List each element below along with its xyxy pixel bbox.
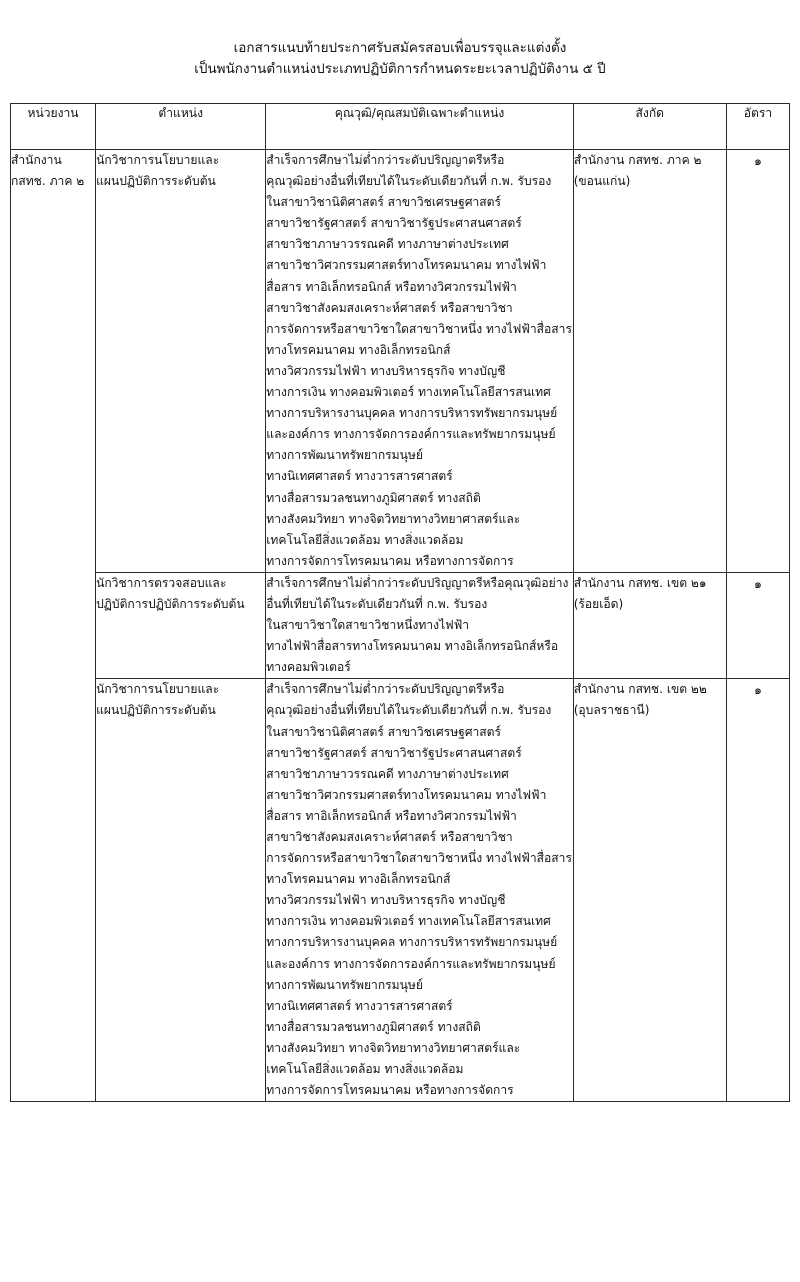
affiliation-cell	[573, 679, 726, 1102]
qualification-line: เทคโนโลยีสิ่งแวดล้อม ทางสิ่งแวดล้อม	[266, 532, 464, 547]
rate-value: ๑	[753, 153, 762, 168]
qualification-line: ทางโทรคมนาคม ทางอิเล็กทรอนิกส์	[266, 872, 451, 887]
qualification-line: สำเร็จการศึกษาไม่ต่ำกว่าระดับปริญญาตรีหรือ	[266, 153, 505, 167]
qualification-line: ทางการจัดการโทรคมนาคม หรือทางการจัดการ	[266, 553, 514, 568]
position-line: ปฏิบัติการปฏิบัติการระดับต้น	[96, 596, 245, 611]
qualification-line: ทางการพัฒนาทรัพยากรมนุษย์	[266, 977, 423, 992]
affiliation-line: สำนักงาน กสทช. ภาค ๒	[573, 153, 702, 167]
qualification-line: ทางการพัฒนาทรัพยากรมนุษย์	[266, 448, 423, 463]
affiliation-cell	[573, 150, 726, 573]
qualification-line: ในสาขาวิชานิติศาสตร์ สาขาวิชเศรษฐศาสตร์	[266, 724, 502, 739]
position-cell	[96, 679, 266, 1102]
qualifications-table	[10, 103, 790, 1102]
qualification-line: คุณวุฒิอย่างอื่นที่เทียบได้ในระดับเดียวกันที่ ก.พ. รับรอง	[266, 174, 552, 189]
table-body	[11, 150, 790, 1102]
qualification-line: สาขาวิชาวิศวกรรมศาสตร์ทางโทรคมนาคม ทางไฟฟ้า	[266, 787, 547, 802]
rate-cell	[726, 679, 789, 1102]
column-header-unit: หน่วยงาน	[11, 104, 96, 150]
table-row	[11, 679, 790, 1102]
column-header-qualification: คุณวุฒิ/คุณสมบัติเฉพาะตำแหน่ง	[266, 104, 573, 150]
rate-cell	[726, 150, 789, 573]
qualification-cell	[266, 679, 573, 1102]
affiliation-line: สำนักงาน กสทช. เขต ๒๒	[573, 682, 707, 697]
qualification-cell	[266, 150, 573, 573]
qualification-line: ทางสังคมวิทยา ทางจิตวิทยาทางวิทยาศาสตร์และ	[266, 511, 521, 526]
qualification-line: ทางสื่อสารมวลชนทางภูมิศาสตร์ ทางสถิติ	[266, 1019, 481, 1034]
affiliation-line: (ร้อยเอ็ด)	[573, 596, 624, 611]
affiliation-line: (ขอนแก่น)	[573, 174, 631, 189]
qualification-line: ทางวิศวกรรมไฟฟ้า ทางบริหารธุรกิจ ทางบัญชี	[266, 893, 506, 908]
qualification-line: สาขาวิชาวิศวกรรมศาสตร์ทางโทรคมนาคม ทางไฟฟ้า	[266, 258, 547, 273]
affiliation-cell	[573, 572, 726, 678]
column-header-rate: อัตรา	[726, 104, 789, 150]
qualification-line: และองค์การ ทางการจัดการองค์การและทรัพยากรมนุษย์	[266, 427, 556, 442]
qualification-line: ทางสื่อสารมวลชนทางภูมิศาสตร์ ทางสถิติ	[266, 490, 481, 505]
qualification-line: ทางโทรคมนาคม ทางอิเล็กทรอนิกส์	[266, 342, 451, 357]
document-title-line-1: เอกสารแนบท้ายประกาศรับสมัครสอบเพื่อบรรจุและแต่งตั้ง	[233, 40, 567, 56]
qualification-line: สำเร็จการศึกษาไม่ต่ำกว่าระดับปริญญาตรีหรือคุณวุฒิอย่าง	[266, 575, 569, 590]
table-row	[11, 150, 790, 573]
qualification-line: และองค์การ ทางการจัดการองค์การและทรัพยากรมนุษย์	[266, 956, 556, 971]
qualification-line: ในสาขาวิชาใดสาขาวิชาหนึ่งทางไฟฟ้า	[266, 618, 470, 633]
qualification-line: ทางนิเทศศาสตร์ ทางวารสารศาสตร์	[266, 998, 453, 1013]
qualification-line: ทางการเงิน ทางคอมพิวเตอร์ ทางเทคโนโลยีสารสนเทศ	[266, 385, 551, 400]
qualification-line: สาขาวิชารัฐศาสตร์ สาขาวิชารัฐประศาสนศาสตร์	[266, 216, 522, 231]
qualification-line: คุณวุฒิอย่างอื่นที่เทียบได้ในระดับเดียวกันที่ ก.พ. รับรอง	[266, 703, 552, 718]
qualification-cell	[266, 572, 573, 678]
table-row	[11, 572, 790, 678]
rate-value: ๑	[753, 575, 762, 591]
qualification-line: ทางนิเทศศาสตร์ ทางวารสารศาสตร์	[266, 469, 453, 484]
qualification-line: สำเร็จการศึกษาไม่ต่ำกว่าระดับปริญญาตรีหรือ	[266, 682, 505, 697]
qualification-line: สื่อสาร ทาอิเล็กทรอนิกส์ หรือทางวิศวกรรมไฟฟ้า	[266, 279, 517, 294]
rate-value: ๑	[753, 682, 762, 698]
qualification-line: สื่อสาร ทาอิเล็กทรอนิกส์ หรือทางวิศวกรรมไฟฟ้า	[266, 808, 517, 823]
position-line: แผนปฏิบัติการระดับต้น	[96, 703, 216, 718]
qualification-line: ทางการจัดการโทรคมนาคม หรือทางการจัดการ	[266, 1083, 514, 1098]
column-header-affiliation: สังกัด	[573, 104, 726, 150]
qualification-line: การจัดการหรือสาขาวิชาใดสาขาวิชาหนึ่ง ทางไฟฟ้าสื่อสาร	[266, 851, 572, 866]
qualification-line: ทางไฟฟ้าสื่อสารทางโทรคมนาคม ทางอิเล็กทรอนิกส์หรือ	[266, 639, 559, 654]
qualification-line: ในสาขาวิชานิติศาสตร์ สาขาวิชเศรษฐศาสตร์	[266, 195, 502, 210]
position-line: แผนปฏิบัติการระดับต้น	[96, 174, 216, 189]
position-line: นักวิชาการนโยบายและ	[96, 682, 220, 697]
position-line: นักวิชาการตรวจสอบและ	[96, 575, 227, 590]
qualification-line: สาขาวิชาภาษาวรรณคดี ทางภาษาต่างประเทศ	[266, 766, 509, 781]
document-title	[0, 38, 800, 80]
unit-line: สำนักงาน	[11, 153, 62, 167]
qualification-line: ทางการบริหารงานบุคคล ทางการบริหารทรัพยากรมนุษย์	[266, 935, 558, 950]
affiliation-line: สำนักงาน กสทช. เขต ๒๑	[573, 575, 707, 590]
qualification-line: ทางสังคมวิทยา ทางจิตวิทยาทางวิทยาศาสตร์และ	[266, 1040, 521, 1055]
column-header-position: ตำแหน่ง	[96, 104, 266, 150]
qualification-line: ทางวิศวกรรมไฟฟ้า ทางบริหารธุรกิจ ทางบัญชี	[266, 363, 506, 378]
unit-cell	[11, 150, 96, 1102]
qualification-line: สาขาวิชาสังคมสงเคราะห์ศาสตร์ หรือสาขาวิชา	[266, 300, 513, 315]
document-title-line-2: เป็นพนักงานตำแหน่งประเภทปฏิบัติการกำหนดระยะเวลาปฏิบัติงาน ๕ ปี	[194, 60, 606, 77]
qualification-line: การจัดการหรือสาขาวิชาใดสาขาวิชาหนึ่ง ทางไฟฟ้าสื่อสาร	[266, 321, 572, 336]
affiliation-line: (อุบลราชธานี)	[573, 703, 650, 718]
qualification-line: ทางการเงิน ทางคอมพิวเตอร์ ทางเทคโนโลยีสารสนเทศ	[266, 914, 551, 929]
position-cell	[96, 150, 266, 573]
qualification-line: สาขาวิชาภาษาวรรณคดี ทางภาษาต่างประเทศ	[266, 237, 509, 252]
unit-line: กสทช. ภาค ๒	[11, 174, 85, 189]
qualification-line: ทางคอมพิวเตอร์	[266, 660, 351, 675]
qualification-line: สาขาวิชาสังคมสงเคราะห์ศาสตร์ หรือสาขาวิชา	[266, 830, 513, 844]
qualification-line: เทคโนโลยีสิ่งแวดล้อม ทางสิ่งแวดล้อม	[266, 1062, 464, 1077]
qualification-line: สาขาวิชารัฐศาสตร์ สาขาวิชารัฐประศาสนศาสตร์	[266, 745, 522, 760]
rate-cell	[726, 572, 789, 678]
qualification-line: ทางการบริหารงานบุคคล ทางการบริหารทรัพยากรมนุษย์	[266, 406, 558, 421]
position-line: นักวิชาการนโยบายและ	[96, 153, 220, 167]
qualification-line: อื่นที่เทียบได้ในระดับเดียวกันที่ ก.พ. รับรอง	[266, 596, 488, 611]
table-header-row	[11, 104, 790, 150]
position-cell	[96, 572, 266, 678]
